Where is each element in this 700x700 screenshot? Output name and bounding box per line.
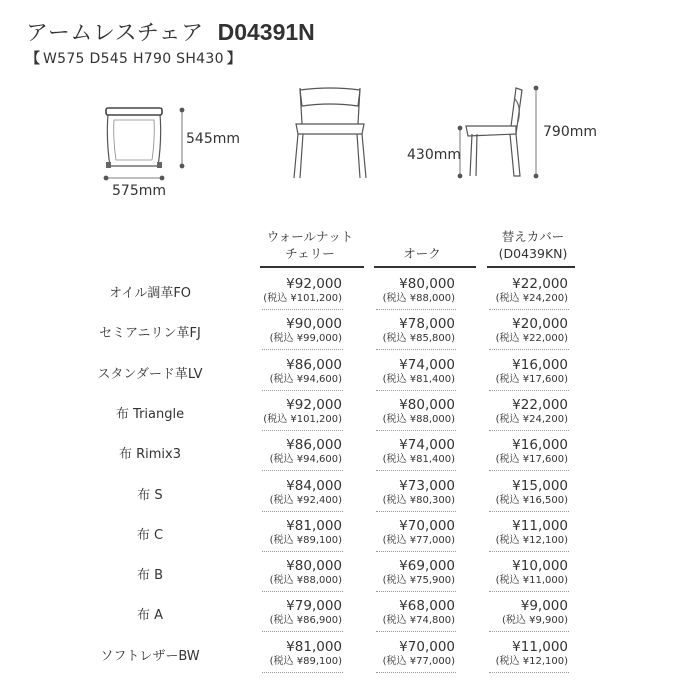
price-value: ¥81,000 bbox=[286, 517, 342, 534]
price-value: ¥16,000 bbox=[512, 437, 568, 454]
row-rule bbox=[376, 430, 456, 432]
price-cell bbox=[345, 478, 455, 508]
row-label: スタンダード革LV bbox=[97, 366, 203, 382]
dims-text: W575 D545 H790 SH430 bbox=[43, 51, 224, 67]
row-rule bbox=[262, 430, 343, 432]
row-rule bbox=[489, 511, 569, 513]
price-tax-included: (税込 ¥17,600) bbox=[495, 454, 568, 466]
price-value: ¥11,000 bbox=[512, 517, 568, 534]
price-tax-included: (税込 ¥92,400) bbox=[269, 494, 342, 506]
price-value: ¥74,000 bbox=[399, 356, 455, 373]
price-value: ¥70,000 bbox=[399, 517, 455, 534]
price-cell bbox=[458, 397, 568, 427]
column-header-line1: ウォールナット bbox=[266, 229, 354, 244]
price-value: ¥15,000 bbox=[512, 477, 568, 494]
chair-side-view-drawing bbox=[452, 84, 552, 180]
price-value: ¥80,000 bbox=[399, 396, 455, 413]
row-label: 布 Rimix3 bbox=[118, 447, 182, 463]
price-tax-included: (税込 ¥85,800) bbox=[382, 333, 455, 345]
price-cell bbox=[345, 558, 455, 588]
row-rule bbox=[376, 551, 456, 553]
side-height-label: 790mm bbox=[543, 124, 597, 140]
price-cell bbox=[345, 518, 455, 548]
row-rule bbox=[262, 551, 343, 553]
column-header-rule bbox=[260, 266, 364, 268]
price-tax-included: (税込 ¥74,800) bbox=[382, 615, 455, 627]
price-cell bbox=[232, 316, 342, 346]
price-tax-included: (税込 ¥89,100) bbox=[269, 534, 342, 546]
price-value: ¥22,000 bbox=[512, 276, 568, 292]
row-rule bbox=[489, 349, 569, 351]
column-header-line2: チェリー bbox=[285, 246, 335, 261]
price-cell bbox=[458, 276, 568, 306]
top-width-label: 575mm bbox=[112, 183, 166, 199]
price-cell bbox=[458, 639, 568, 669]
row-label: ソフトレザーBW bbox=[100, 648, 200, 664]
row-rule bbox=[262, 591, 343, 593]
row-label: 布 Triangle bbox=[115, 406, 185, 422]
price-value: ¥16,000 bbox=[512, 356, 568, 373]
price-tax-included: (税込 ¥89,100) bbox=[269, 655, 342, 667]
price-cell bbox=[458, 478, 568, 508]
price-tax-included: (税込 ¥9,900) bbox=[502, 615, 568, 627]
product-code: D04391N bbox=[217, 19, 315, 45]
price-tax-included: (税込 ¥94,600) bbox=[269, 373, 342, 385]
column-header-line1: 替えカバー bbox=[501, 229, 565, 244]
price-value: ¥80,000 bbox=[286, 558, 342, 575]
price-value: ¥80,000 bbox=[399, 276, 455, 292]
row-rule bbox=[262, 511, 343, 513]
price-cell bbox=[232, 357, 342, 387]
price-tax-included: (税込 ¥22,000) bbox=[495, 333, 568, 345]
price-value: ¥92,000 bbox=[286, 276, 342, 292]
price-cell bbox=[345, 357, 455, 387]
row-rule bbox=[376, 672, 456, 674]
price-value: ¥90,000 bbox=[286, 316, 342, 333]
column-header-replacement-cover bbox=[478, 228, 588, 262]
price-tax-included: (税込 ¥77,000) bbox=[382, 655, 455, 667]
price-cell bbox=[232, 558, 342, 588]
price-cell bbox=[232, 598, 342, 628]
price-tax-included: (税込 ¥81,400) bbox=[382, 454, 455, 466]
price-value: ¥86,000 bbox=[286, 356, 342, 373]
price-value: ¥68,000 bbox=[399, 598, 455, 615]
column-header-rule bbox=[487, 266, 575, 268]
row-rule bbox=[262, 672, 343, 674]
price-tax-included: (税込 ¥86,900) bbox=[269, 615, 342, 627]
price-cell bbox=[345, 598, 455, 628]
price-value: ¥11,000 bbox=[512, 638, 568, 655]
price-tax-included: (税込 ¥101,200) bbox=[263, 413, 342, 425]
price-tax-included: (税込 ¥17,600) bbox=[495, 373, 568, 385]
price-tax-included: (税込 ¥88,000) bbox=[382, 293, 455, 304]
price-tax-included: (税込 ¥101,200) bbox=[263, 293, 342, 304]
price-tax-included: (税込 ¥11,000) bbox=[495, 575, 568, 587]
price-cell bbox=[458, 598, 568, 628]
price-tax-included: (税込 ¥88,000) bbox=[382, 413, 455, 425]
dims-bracket-open: 【 bbox=[26, 51, 40, 67]
row-rule bbox=[376, 349, 456, 351]
row-rule bbox=[376, 470, 456, 472]
price-tax-included: (税込 ¥75,900) bbox=[382, 575, 455, 587]
column-header-line1 bbox=[367, 228, 477, 245]
price-tax-included: (税込 ¥24,200) bbox=[495, 293, 568, 304]
price-cell bbox=[345, 639, 455, 669]
price-cell bbox=[232, 276, 342, 306]
price-value: ¥10,000 bbox=[512, 558, 568, 575]
row-rule bbox=[376, 309, 456, 311]
price-tax-included: (税込 ¥99,000) bbox=[269, 333, 342, 345]
price-cell bbox=[345, 437, 455, 467]
dimensions-line bbox=[26, 48, 241, 68]
price-value: ¥84,000 bbox=[286, 477, 342, 494]
row-label: 布 A bbox=[136, 608, 164, 624]
column-header-oak bbox=[367, 228, 477, 262]
row-label: オイル調革FO bbox=[108, 286, 192, 301]
column-header-line2: オーク bbox=[403, 246, 441, 261]
price-value: ¥86,000 bbox=[286, 437, 342, 454]
price-cell bbox=[458, 437, 568, 467]
price-tax-included: (税込 ¥77,000) bbox=[382, 534, 455, 546]
price-cell bbox=[232, 437, 342, 467]
price-cell bbox=[458, 357, 568, 387]
price-tax-included: (税込 ¥88,000) bbox=[269, 575, 342, 587]
price-cell bbox=[458, 316, 568, 346]
page-title bbox=[26, 16, 315, 47]
row-rule bbox=[489, 309, 569, 311]
price-value: ¥74,000 bbox=[399, 437, 455, 454]
price-cell bbox=[458, 518, 568, 548]
side-seat-height-label: 430mm bbox=[407, 147, 461, 163]
row-rule bbox=[262, 309, 343, 311]
row-label: 布 S bbox=[137, 487, 163, 503]
row-rule bbox=[376, 631, 456, 633]
price-tax-included: (税込 ¥80,300) bbox=[382, 494, 455, 506]
price-tax-included: (税込 ¥94,600) bbox=[269, 454, 342, 466]
row-rule bbox=[376, 591, 456, 593]
column-header-walnut-cherry bbox=[255, 228, 365, 262]
price-tax-included: (税込 ¥16,500) bbox=[495, 494, 568, 506]
row-rule bbox=[489, 551, 569, 553]
price-value: ¥73,000 bbox=[399, 477, 455, 494]
row-label: セミアニリン革FJ bbox=[99, 326, 201, 342]
row-rule bbox=[489, 430, 569, 432]
price-cell bbox=[458, 558, 568, 588]
dims-bracket-close: 】 bbox=[226, 51, 241, 67]
row-rule bbox=[489, 672, 569, 674]
chair-top-view-drawing bbox=[96, 100, 192, 190]
row-rule bbox=[262, 470, 343, 472]
price-value: ¥79,000 bbox=[286, 598, 342, 615]
price-tax-included: (税込 ¥12,100) bbox=[495, 534, 568, 546]
price-value: ¥22,000 bbox=[512, 396, 568, 413]
row-rule bbox=[262, 349, 343, 351]
chair-front-view-drawing bbox=[288, 84, 372, 180]
row-rule bbox=[489, 591, 569, 593]
price-value: ¥81,000 bbox=[286, 638, 342, 655]
price-cell bbox=[232, 518, 342, 548]
price-value: ¥78,000 bbox=[399, 316, 455, 333]
price-value: ¥9,000 bbox=[520, 598, 568, 615]
row-label: 布 B bbox=[136, 568, 164, 584]
price-cell bbox=[345, 276, 455, 306]
price-value: ¥92,000 bbox=[286, 396, 342, 413]
price-value: ¥69,000 bbox=[399, 558, 455, 575]
row-rule bbox=[376, 511, 456, 513]
row-rule bbox=[262, 390, 343, 392]
price-value: ¥70,000 bbox=[399, 638, 455, 655]
row-label: 布 C bbox=[136, 527, 164, 543]
row-rule bbox=[489, 470, 569, 472]
price-tax-included: (税込 ¥81,400) bbox=[382, 373, 455, 385]
price-cell bbox=[345, 397, 455, 427]
price-cell bbox=[345, 316, 455, 346]
price-cell bbox=[232, 639, 342, 669]
price-cell bbox=[232, 478, 342, 508]
row-rule bbox=[489, 390, 569, 392]
product-name: アームレスチェア bbox=[26, 21, 204, 46]
price-tax-included: (税込 ¥12,100) bbox=[495, 655, 568, 667]
row-rule bbox=[376, 390, 456, 392]
column-header-line2: (D0439KN) bbox=[498, 246, 568, 261]
row-rule bbox=[262, 631, 343, 633]
column-header-rule bbox=[374, 266, 476, 268]
row-rule bbox=[489, 631, 569, 633]
price-cell bbox=[232, 397, 342, 427]
price-value: ¥20,000 bbox=[512, 316, 568, 333]
price-tax-included: (税込 ¥24,200) bbox=[495, 413, 568, 425]
top-depth-label: 545mm bbox=[186, 131, 240, 147]
